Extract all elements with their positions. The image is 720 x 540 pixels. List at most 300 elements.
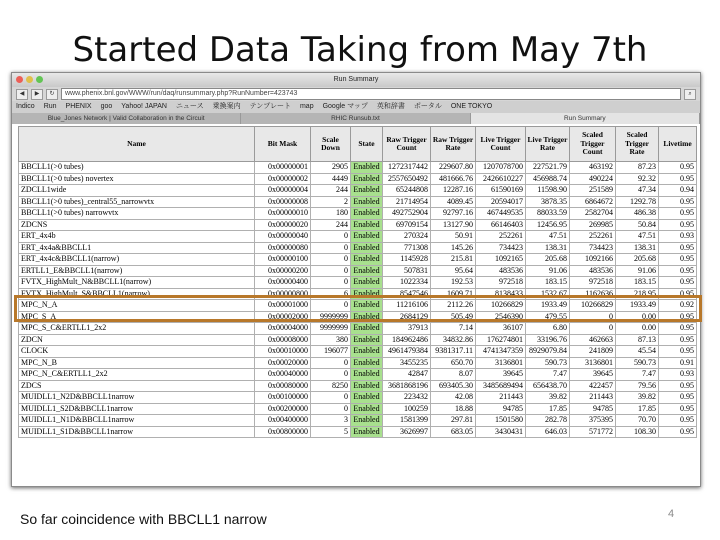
table-cell: 0.95 bbox=[659, 415, 697, 427]
table-cell: 483536 bbox=[570, 265, 616, 277]
table-cell: 3136801 bbox=[476, 357, 526, 369]
table-cell: 3455235 bbox=[383, 357, 431, 369]
bookmark-item[interactable]: Yahoo! JAPAN bbox=[121, 103, 167, 110]
table-cell: 771308 bbox=[383, 242, 431, 254]
trigger-name-cell: ERTLL1_E&BBCLL1(narrow) bbox=[19, 265, 255, 277]
table-cell: 65244808 bbox=[383, 185, 431, 197]
table-cell: 183.15 bbox=[526, 277, 570, 289]
state-cell: Enabled bbox=[351, 346, 383, 358]
table-cell: 244 bbox=[311, 185, 351, 197]
table-cell: 0 bbox=[311, 392, 351, 404]
table-cell: 229607.80 bbox=[431, 162, 476, 174]
table-row bbox=[19, 185, 697, 197]
table-cell: 0 bbox=[311, 300, 351, 312]
table-header-row bbox=[19, 127, 697, 162]
table-cell: 39645 bbox=[476, 369, 526, 381]
table-cell: 0.95 bbox=[659, 265, 697, 277]
table-row bbox=[19, 426, 697, 438]
table-cell: 0x00002000 bbox=[255, 311, 311, 323]
column-header: Name bbox=[19, 127, 255, 162]
table-cell: 39.82 bbox=[616, 392, 659, 404]
table-cell: 972518 bbox=[476, 277, 526, 289]
table-cell: 463192 bbox=[570, 162, 616, 174]
table-cell: 192.53 bbox=[431, 277, 476, 289]
table-cell: 4741347359 bbox=[476, 346, 526, 358]
table-cell: 571772 bbox=[570, 426, 616, 438]
table-row bbox=[19, 334, 697, 346]
bookmark-item[interactable]: ONE TOKYO bbox=[450, 103, 493, 110]
url-field[interactable]: www.phenix.bnl.gov/WWW/run/daq/runsummary.php?RunNumber=423743 bbox=[61, 88, 681, 100]
table-cell: 0x00000008 bbox=[255, 196, 311, 208]
search-icon[interactable]: ⌕ bbox=[684, 89, 696, 100]
table-cell: 176274801 bbox=[476, 334, 526, 346]
table-cell: 656438.70 bbox=[526, 380, 570, 392]
table-cell: 481666.76 bbox=[431, 173, 476, 185]
state-cell: Enabled bbox=[351, 426, 383, 438]
bookmarks-bar bbox=[12, 101, 700, 113]
table-cell: 734423 bbox=[570, 242, 616, 254]
table-cell: 1272317442 bbox=[383, 162, 431, 174]
table-cell: 693405.30 bbox=[431, 380, 476, 392]
table-cell: 507831 bbox=[383, 265, 431, 277]
table-cell: 0 bbox=[570, 311, 616, 323]
zoom-window-button[interactable] bbox=[36, 76, 43, 83]
table-cell: 9999999 bbox=[311, 311, 351, 323]
table-cell: 11598.90 bbox=[526, 185, 570, 197]
state-cell: Enabled bbox=[351, 369, 383, 381]
table-cell: 490224 bbox=[570, 173, 616, 185]
table-cell: 483536 bbox=[476, 265, 526, 277]
table-cell: 0.95 bbox=[659, 426, 697, 438]
table-cell: 6 bbox=[311, 288, 351, 300]
table-cell: 79.56 bbox=[616, 380, 659, 392]
table-cell: 270324 bbox=[383, 231, 431, 243]
bookmark-item[interactable]: Indico bbox=[16, 103, 35, 110]
table-row bbox=[19, 323, 697, 335]
table-cell: 456988.74 bbox=[526, 173, 570, 185]
column-header: Scale Down bbox=[311, 127, 351, 162]
table-cell: 9999999 bbox=[311, 323, 351, 335]
table-cell: 0x00000002 bbox=[255, 173, 311, 185]
table-cell: 88033.59 bbox=[526, 208, 570, 220]
table-cell: 47.51 bbox=[526, 231, 570, 243]
table-cell: 227521.79 bbox=[526, 162, 570, 174]
table-cell: 251589 bbox=[570, 185, 616, 197]
column-header: Live Trigger Rate bbox=[526, 127, 570, 162]
table-cell: 590.73 bbox=[616, 357, 659, 369]
trigger-name-cell: ZDCN bbox=[19, 334, 255, 346]
state-cell: Enabled bbox=[351, 254, 383, 266]
state-cell: Enabled bbox=[351, 162, 383, 174]
table-cell: 0.94 bbox=[659, 185, 697, 197]
table-row bbox=[19, 311, 697, 323]
page-content bbox=[12, 124, 700, 438]
table-cell: 20594017 bbox=[476, 196, 526, 208]
table-cell: 1092166 bbox=[570, 254, 616, 266]
table-cell: 6864672 bbox=[570, 196, 616, 208]
table-cell: 646.03 bbox=[526, 426, 570, 438]
window-title: Run Summary bbox=[333, 76, 379, 83]
table-cell: 0.93 bbox=[659, 369, 697, 381]
table-cell: 3626997 bbox=[383, 426, 431, 438]
table-cell: 196077 bbox=[311, 346, 351, 358]
table-cell: 4961479384 bbox=[383, 346, 431, 358]
table-cell: 61590169 bbox=[476, 185, 526, 197]
table-cell: 34832.86 bbox=[431, 334, 476, 346]
trigger-name-cell: MUIDLL1_S2D&BBCLL1narrow bbox=[19, 403, 255, 415]
table-cell: 42.08 bbox=[431, 392, 476, 404]
trigger-name-cell: BBCLL1(>0 tubes)_central55_narrowvtx bbox=[19, 196, 255, 208]
table-row bbox=[19, 277, 697, 289]
browser-tab-active[interactable]: Run Summary bbox=[471, 113, 700, 124]
table-cell: 734423 bbox=[476, 242, 526, 254]
column-header: Scaled Trigger Count bbox=[570, 127, 616, 162]
column-header: Bit Mask bbox=[255, 127, 311, 162]
address-toolbar bbox=[12, 87, 700, 101]
table-cell: 1162636 bbox=[570, 288, 616, 300]
table-row bbox=[19, 173, 697, 185]
slide-title: Started Data Taking from May 7th bbox=[72, 30, 648, 70]
table-cell: 37913 bbox=[383, 323, 431, 335]
trigger-name-cell: ERT_4x4b bbox=[19, 231, 255, 243]
table-cell: 7.47 bbox=[616, 369, 659, 381]
browser-tab[interactable]: Blue_Jones Network | Valid Collaboration in the Circuit bbox=[12, 113, 241, 124]
table-cell: 0.95 bbox=[659, 346, 697, 358]
table-cell: 87.13 bbox=[616, 334, 659, 346]
table-row bbox=[19, 196, 697, 208]
state-cell: Enabled bbox=[351, 277, 383, 289]
table-cell: 0 bbox=[311, 369, 351, 381]
table-cell: 0x00000400 bbox=[255, 277, 311, 289]
bookmark-item[interactable]: PHENIX bbox=[65, 103, 92, 110]
bookmark-item[interactable]: 英和辞書 bbox=[376, 103, 405, 110]
bookmark-item[interactable]: ポータル bbox=[413, 103, 442, 110]
table-cell: 1092165 bbox=[476, 254, 526, 266]
forward-arrow-icon[interactable]: ▶ bbox=[31, 89, 43, 100]
table-cell: 5 bbox=[311, 426, 351, 438]
trigger-name-cell: FVTX_HighMult_S&BBCLL1(narrow) bbox=[19, 288, 255, 300]
table-cell: 0x00010000 bbox=[255, 346, 311, 358]
table-cell: 0.95 bbox=[659, 242, 697, 254]
table-cell: 0.95 bbox=[659, 196, 697, 208]
state-cell: Enabled bbox=[351, 357, 383, 369]
back-arrow-icon[interactable]: ◀ bbox=[16, 89, 28, 100]
table-cell: 8250 bbox=[311, 380, 351, 392]
table-cell: 180 bbox=[311, 208, 351, 220]
table-cell: 0.92 bbox=[659, 300, 697, 312]
state-cell: Enabled bbox=[351, 288, 383, 300]
table-cell: 0.95 bbox=[659, 380, 697, 392]
table-cell: 66146403 bbox=[476, 219, 526, 231]
table-cell: 2546390 bbox=[476, 311, 526, 323]
trigger-name-cell: BBCLL1(>0 tubes) narrowvtx bbox=[19, 208, 255, 220]
trigger-name-cell: MUIDLL1_N1D&BBCLL1narrow bbox=[19, 415, 255, 427]
table-cell: 9381317.11 bbox=[431, 346, 476, 358]
table-row bbox=[19, 254, 697, 266]
table-cell: 7.47 bbox=[526, 369, 570, 381]
table-cell: 269985 bbox=[570, 219, 616, 231]
table-cell: 2426610227 bbox=[476, 173, 526, 185]
table-cell: 467449535 bbox=[476, 208, 526, 220]
table-cell: 8138433 bbox=[476, 288, 526, 300]
column-header: Raw Trigger Count bbox=[383, 127, 431, 162]
table-cell: 145.26 bbox=[431, 242, 476, 254]
table-row bbox=[19, 346, 697, 358]
browser-window bbox=[11, 72, 701, 487]
column-header: Raw Trigger Rate bbox=[431, 127, 476, 162]
state-cell: Enabled bbox=[351, 219, 383, 231]
state-cell: Enabled bbox=[351, 196, 383, 208]
table-cell: 70.70 bbox=[616, 415, 659, 427]
table-cell: 650.70 bbox=[431, 357, 476, 369]
table-cell: 0.95 bbox=[659, 334, 697, 346]
table-cell: 45.54 bbox=[616, 346, 659, 358]
table-cell: 0.95 bbox=[659, 311, 697, 323]
bookmark-item[interactable]: テンプレート bbox=[249, 103, 291, 110]
table-cell: 252261 bbox=[570, 231, 616, 243]
table-cell: 183.15 bbox=[616, 277, 659, 289]
table-cell: 0.95 bbox=[659, 288, 697, 300]
table-cell: 33196.76 bbox=[526, 334, 570, 346]
table-cell: 92.32 bbox=[616, 173, 659, 185]
table-cell: 0 bbox=[311, 242, 351, 254]
table-cell: 205.68 bbox=[616, 254, 659, 266]
table-cell: 0 bbox=[311, 357, 351, 369]
window-controls bbox=[16, 76, 43, 83]
table-cell: 0x00000200 bbox=[255, 265, 311, 277]
table-cell: 0x00000080 bbox=[255, 242, 311, 254]
table-cell: 1292.78 bbox=[616, 196, 659, 208]
table-cell: 0x00100000 bbox=[255, 392, 311, 404]
table-cell: 2905 bbox=[311, 162, 351, 174]
trigger-name-cell: ZDCLL1wide bbox=[19, 185, 255, 197]
trigger-name-cell: MPC_N_A bbox=[19, 300, 255, 312]
bookmark-item[interactable]: Run bbox=[43, 103, 57, 110]
table-cell: 69709154 bbox=[383, 219, 431, 231]
table-row bbox=[19, 403, 697, 415]
table-cell: 0.00 bbox=[616, 311, 659, 323]
table-cell: 0x00000010 bbox=[255, 208, 311, 220]
run-summary-table bbox=[18, 126, 697, 438]
table-cell: 0x00000004 bbox=[255, 185, 311, 197]
trigger-name-cell: ZDCS bbox=[19, 380, 255, 392]
table-cell: 184962486 bbox=[383, 334, 431, 346]
table-cell: 0x00200000 bbox=[255, 403, 311, 415]
column-header: Livetime bbox=[659, 127, 697, 162]
table-row bbox=[19, 242, 697, 254]
table-cell: 297.81 bbox=[431, 415, 476, 427]
table-cell: 50.84 bbox=[616, 219, 659, 231]
table-cell: 972518 bbox=[570, 277, 616, 289]
table-cell: 0.95 bbox=[659, 162, 697, 174]
table-cell: 0 bbox=[311, 277, 351, 289]
table-cell: 380 bbox=[311, 334, 351, 346]
table-cell: 0x00080000 bbox=[255, 380, 311, 392]
table-cell: 2112.26 bbox=[431, 300, 476, 312]
bookmark-item[interactable]: goo bbox=[100, 103, 113, 110]
reload-icon[interactable]: ↻ bbox=[46, 89, 58, 100]
table-cell: 0x00400000 bbox=[255, 415, 311, 427]
table-cell: 36107 bbox=[476, 323, 526, 335]
table-cell: 92797.16 bbox=[431, 208, 476, 220]
table-cell: 13127.90 bbox=[431, 219, 476, 231]
table-cell: 10266829 bbox=[476, 300, 526, 312]
table-cell: 0.93 bbox=[659, 231, 697, 243]
table-cell: 138.31 bbox=[616, 242, 659, 254]
table-cell: 244 bbox=[311, 219, 351, 231]
table-cell: 1145928 bbox=[383, 254, 431, 266]
table-cell: 211443 bbox=[476, 392, 526, 404]
table-row bbox=[19, 265, 697, 277]
state-cell: Enabled bbox=[351, 300, 383, 312]
table-cell: 3136801 bbox=[570, 357, 616, 369]
table-row bbox=[19, 208, 697, 220]
table-cell: 0x00000001 bbox=[255, 162, 311, 174]
bookmark-item[interactable]: ニュース bbox=[175, 103, 204, 110]
table-cell: 7.14 bbox=[431, 323, 476, 335]
table-cell: 1532.67 bbox=[526, 288, 570, 300]
trigger-name-cell: MPC_S_C&ERTLL1_2x2 bbox=[19, 323, 255, 335]
table-cell: 108.30 bbox=[616, 426, 659, 438]
table-cell: 94785 bbox=[476, 403, 526, 415]
table-cell: 3878.35 bbox=[526, 196, 570, 208]
table-row bbox=[19, 369, 697, 381]
table-cell: 2582704 bbox=[570, 208, 616, 220]
table-cell: 0.95 bbox=[659, 219, 697, 231]
table-body bbox=[19, 162, 697, 438]
table-cell: 375395 bbox=[570, 415, 616, 427]
window-titlebar bbox=[12, 73, 700, 87]
column-header: State bbox=[351, 127, 383, 162]
table-cell: 10266829 bbox=[570, 300, 616, 312]
table-cell: 0.00 bbox=[616, 323, 659, 335]
trigger-name-cell: FVTX_HighMult_N&BBCLL1(narrow) bbox=[19, 277, 255, 289]
table-cell: 205.68 bbox=[526, 254, 570, 266]
state-cell: Enabled bbox=[351, 334, 383, 346]
table-cell: 0 bbox=[311, 254, 351, 266]
table-cell: 0x00001000 bbox=[255, 300, 311, 312]
table-cell: 39645 bbox=[570, 369, 616, 381]
table-row bbox=[19, 300, 697, 312]
trigger-name-cell: MPC_S_A bbox=[19, 311, 255, 323]
state-cell: Enabled bbox=[351, 185, 383, 197]
table-cell: 47.34 bbox=[616, 185, 659, 197]
table-cell: 282.78 bbox=[526, 415, 570, 427]
table-cell: 12287.16 bbox=[431, 185, 476, 197]
table-cell: 0x00000100 bbox=[255, 254, 311, 266]
trigger-name-cell: BBCLL1(>0 tubes) novertex bbox=[19, 173, 255, 185]
table-cell: 138.31 bbox=[526, 242, 570, 254]
table-cell: 91.06 bbox=[526, 265, 570, 277]
table-cell: 0.95 bbox=[659, 208, 697, 220]
tab-bar bbox=[12, 113, 700, 124]
table-row bbox=[19, 415, 697, 427]
table-cell: 0x00000800 bbox=[255, 288, 311, 300]
state-cell: Enabled bbox=[351, 323, 383, 335]
table-cell: 0.95 bbox=[659, 403, 697, 415]
state-cell: Enabled bbox=[351, 173, 383, 185]
table-cell: 3485689494 bbox=[476, 380, 526, 392]
trigger-name-cell: MUIDLL1_S1D&BBCLL1narrow bbox=[19, 426, 255, 438]
table-cell: 0.95 bbox=[659, 173, 697, 185]
table-cell: 479.55 bbox=[526, 311, 570, 323]
table-cell: 8929079.84 bbox=[526, 346, 570, 358]
state-cell: Enabled bbox=[351, 231, 383, 243]
column-header: Live Trigger Count bbox=[476, 127, 526, 162]
bookmark-item[interactable]: map bbox=[299, 103, 314, 110]
table-cell: 12456.95 bbox=[526, 219, 570, 231]
trigger-name-cell: MPC_N_C&ERTLL1_2x2 bbox=[19, 369, 255, 381]
table-cell: 0x00000020 bbox=[255, 219, 311, 231]
table-row bbox=[19, 231, 697, 243]
bookmark-item[interactable]: Google マップ bbox=[322, 103, 368, 110]
table-cell: 1933.49 bbox=[526, 300, 570, 312]
table-row bbox=[19, 219, 697, 231]
table-cell: 0 bbox=[311, 403, 351, 415]
table-cell: 94785 bbox=[570, 403, 616, 415]
table-row bbox=[19, 357, 697, 369]
browser-tab[interactable]: RHIC Runsub.txt bbox=[241, 113, 470, 124]
table-cell: 0.95 bbox=[659, 254, 697, 266]
slide-caption: So far coincidence with BBCLL1 narrow bbox=[20, 511, 267, 527]
bookmark-item[interactable]: 乗換案内 bbox=[212, 103, 241, 110]
table-cell: 17.85 bbox=[526, 403, 570, 415]
table-cell: 0x00800000 bbox=[255, 426, 311, 438]
table-cell: 1501580 bbox=[476, 415, 526, 427]
table-row bbox=[19, 392, 697, 404]
state-cell: Enabled bbox=[351, 242, 383, 254]
table-cell: 0x00040000 bbox=[255, 369, 311, 381]
state-cell: Enabled bbox=[351, 311, 383, 323]
table-cell: 8547546 bbox=[383, 288, 431, 300]
trigger-name-cell: BBCLL1(>0 tubes) bbox=[19, 162, 255, 174]
table-cell: 215.81 bbox=[431, 254, 476, 266]
table-cell: 42847 bbox=[383, 369, 431, 381]
table-row bbox=[19, 380, 697, 392]
table-cell: 0x00004000 bbox=[255, 323, 311, 335]
table-cell: 241809 bbox=[570, 346, 616, 358]
minimize-window-button[interactable] bbox=[26, 76, 33, 83]
table-cell: 0 bbox=[311, 231, 351, 243]
trigger-name-cell: CLOCK bbox=[19, 346, 255, 358]
table-cell: 590.73 bbox=[526, 357, 570, 369]
table-cell: 8.07 bbox=[431, 369, 476, 381]
table-cell: 0x00008000 bbox=[255, 334, 311, 346]
table-cell: 211443 bbox=[570, 392, 616, 404]
trigger-name-cell: ZDCNS bbox=[19, 219, 255, 231]
trigger-name-cell: MPC_N_B bbox=[19, 357, 255, 369]
close-window-button[interactable] bbox=[16, 76, 23, 83]
table-cell: 17.85 bbox=[616, 403, 659, 415]
table-cell: 1581399 bbox=[383, 415, 431, 427]
trigger-name-cell: MUIDLL1_N2D&BBCLL1narrow bbox=[19, 392, 255, 404]
table-cell: 18.88 bbox=[431, 403, 476, 415]
table-cell: 1022334 bbox=[383, 277, 431, 289]
table-cell: 223432 bbox=[383, 392, 431, 404]
table-cell: 2684129 bbox=[383, 311, 431, 323]
table-cell: 4089.45 bbox=[431, 196, 476, 208]
state-cell: Enabled bbox=[351, 265, 383, 277]
table-cell: 0.95 bbox=[659, 392, 697, 404]
table-cell: 0.95 bbox=[659, 277, 697, 289]
slide-number: 4 bbox=[668, 508, 675, 520]
table-cell: 462663 bbox=[570, 334, 616, 346]
table-row bbox=[19, 162, 697, 174]
table-cell: 2 bbox=[311, 196, 351, 208]
table-cell: 6.80 bbox=[526, 323, 570, 335]
table-cell: 47.51 bbox=[616, 231, 659, 243]
table-cell: 486.38 bbox=[616, 208, 659, 220]
